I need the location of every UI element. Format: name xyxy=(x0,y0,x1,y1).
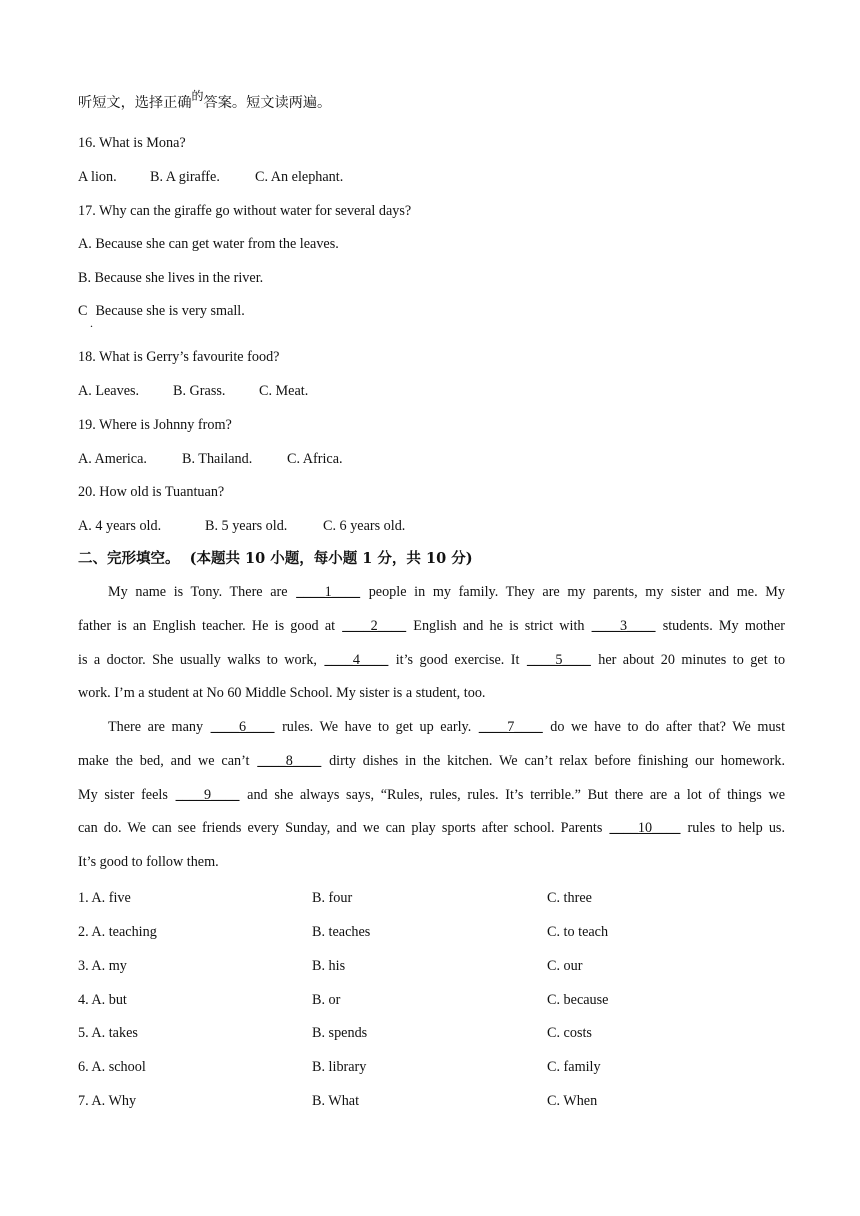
question-17-option-b: B. Because she lives in the river. xyxy=(78,270,264,286)
option-c: C. our xyxy=(547,958,583,974)
blank-3: ____3____ xyxy=(591,617,656,634)
text: There are many xyxy=(108,719,204,735)
option-a: 5. A. takes xyxy=(78,1025,138,1041)
option-c: C. to teach xyxy=(547,924,609,940)
instruction-text: 听短文，选择正确 xyxy=(78,95,192,111)
option-c: C. Meat. xyxy=(259,383,309,399)
text: My sister feels xyxy=(78,786,168,803)
question-20: 20. How old is Tuantuan? xyxy=(78,484,225,500)
option-a: A. America. xyxy=(78,451,147,467)
option-b: B. his xyxy=(312,958,346,974)
question-16-options xyxy=(78,168,343,186)
blank-2: ____2____ xyxy=(342,617,407,634)
option-c: C. Africa. xyxy=(287,451,343,467)
paragraph-line xyxy=(78,610,785,644)
text: can do. We can see friends every Sunday, and we can play sports after school. Parents xyxy=(78,820,603,837)
text: make the bed, and we can’t xyxy=(78,752,250,769)
blank-7: ____7____ xyxy=(478,719,543,735)
blank-10: ____10____ xyxy=(609,820,681,837)
text: people in my family. They are my parents, my sister and me. My xyxy=(368,584,785,600)
question-17-option-a: A. Because she can get water from the leaves. xyxy=(78,236,339,252)
text: it’s good exercise. It xyxy=(395,651,520,668)
option-a: A. 4 years old. xyxy=(78,518,162,534)
paragraph-line xyxy=(78,812,785,846)
blank-8: ____8____ xyxy=(257,752,322,769)
text: students. My mother xyxy=(662,617,786,634)
cloze-paragraph-2 xyxy=(78,711,785,880)
option-b: B. library xyxy=(312,1059,367,1075)
option-a: 1. A. five xyxy=(78,890,131,906)
option-b: B. What xyxy=(312,1093,360,1109)
option-a: 3. A. my xyxy=(78,958,127,974)
option-c: C. costs xyxy=(547,1025,592,1041)
text: rules to help us. xyxy=(687,820,785,837)
blank-5: ____5____ xyxy=(526,651,591,668)
heading-title: 二、完形填空。 xyxy=(78,550,180,567)
blank-9: ____9____ xyxy=(175,786,240,803)
option-b: B. Grass. xyxy=(173,383,226,399)
paragraph-line xyxy=(78,576,785,610)
option-c: C. 6 years old. xyxy=(323,518,406,534)
question-17-option-c xyxy=(78,302,245,330)
text: and she always says, “Rules, rules, rules. It’s terrible.” But there are a lot of things we xyxy=(247,786,786,803)
option-b: B. Thailand. xyxy=(182,451,253,467)
option-c: C. When xyxy=(547,1093,598,1109)
question-20-options xyxy=(78,517,405,535)
question-19-options xyxy=(78,450,343,468)
option-c-text: Because she is very small. xyxy=(95,303,245,319)
option-a: 7. A. Why xyxy=(78,1093,137,1109)
option-a: 4. A. but xyxy=(78,992,127,1008)
paragraph-line xyxy=(78,745,785,779)
option-b: B. four xyxy=(312,890,353,906)
option-c: C. three xyxy=(547,890,592,906)
text: her about 20 minutes to get to xyxy=(598,651,786,668)
blank-4: ____4____ xyxy=(324,651,389,668)
paragraph-line xyxy=(78,644,785,678)
option-a: A lion. xyxy=(78,169,117,185)
question-18: 18. What is Gerry’s favourite food? xyxy=(78,349,280,365)
paragraph-line: work. I’m a student at No 60 Middle School. My sister is a student, too. xyxy=(78,685,486,702)
instruction-superscript: 的 xyxy=(191,89,204,103)
blank-1: ____1____ xyxy=(296,584,361,600)
paragraph-line xyxy=(78,779,785,813)
text: father is an English teacher. He is good at xyxy=(78,617,336,634)
option-b: B. 5 years old. xyxy=(205,518,288,534)
option-c-letter: C xyxy=(78,303,88,319)
heading-detail: (本题共 10 小题，每小题 1 分，共 10 分) xyxy=(189,550,473,567)
text: do we have to do after that? We must xyxy=(550,719,786,735)
blank-6: ____6____ xyxy=(210,719,275,735)
option-c: C. family xyxy=(547,1059,601,1075)
option-c: C. because xyxy=(547,992,609,1008)
option-a: 6. A. school xyxy=(78,1059,146,1075)
option-b: B. A giraffe. xyxy=(150,169,220,185)
listening-instruction xyxy=(78,89,332,112)
paragraph-line: It’s good to follow them. xyxy=(78,854,219,871)
text: rules. We have to get up early. xyxy=(282,719,472,735)
instruction-text-end: 答案。短文读两遍。 xyxy=(203,95,332,111)
option-c-dot: . xyxy=(90,316,93,330)
question-16: 16. What is Mona? xyxy=(78,135,186,151)
question-19: 19. Where is Johnny from? xyxy=(78,417,232,433)
question-18-options xyxy=(78,382,308,400)
paragraph-line xyxy=(78,711,785,745)
text: dirty dishes in the kitchen. We can’t relax before finishing our homework. xyxy=(329,752,786,769)
option-b: B. teaches xyxy=(312,924,371,940)
section-heading-cloze xyxy=(78,550,473,568)
option-a: A. Leaves. xyxy=(78,383,140,399)
option-b: B. or xyxy=(312,992,341,1008)
text: is a doctor. She usually walks to work, xyxy=(78,651,317,668)
text: English and he is strict with xyxy=(413,617,585,634)
option-b: B. spends xyxy=(312,1025,368,1041)
cloze-paragraph-1 xyxy=(78,576,785,711)
option-c: C. An elephant. xyxy=(255,169,344,185)
option-a: 2. A. teaching xyxy=(78,924,157,940)
text: My name is Tony. There are xyxy=(108,584,288,600)
question-17: 17. Why can the giraffe go without water for several days? xyxy=(78,203,412,219)
